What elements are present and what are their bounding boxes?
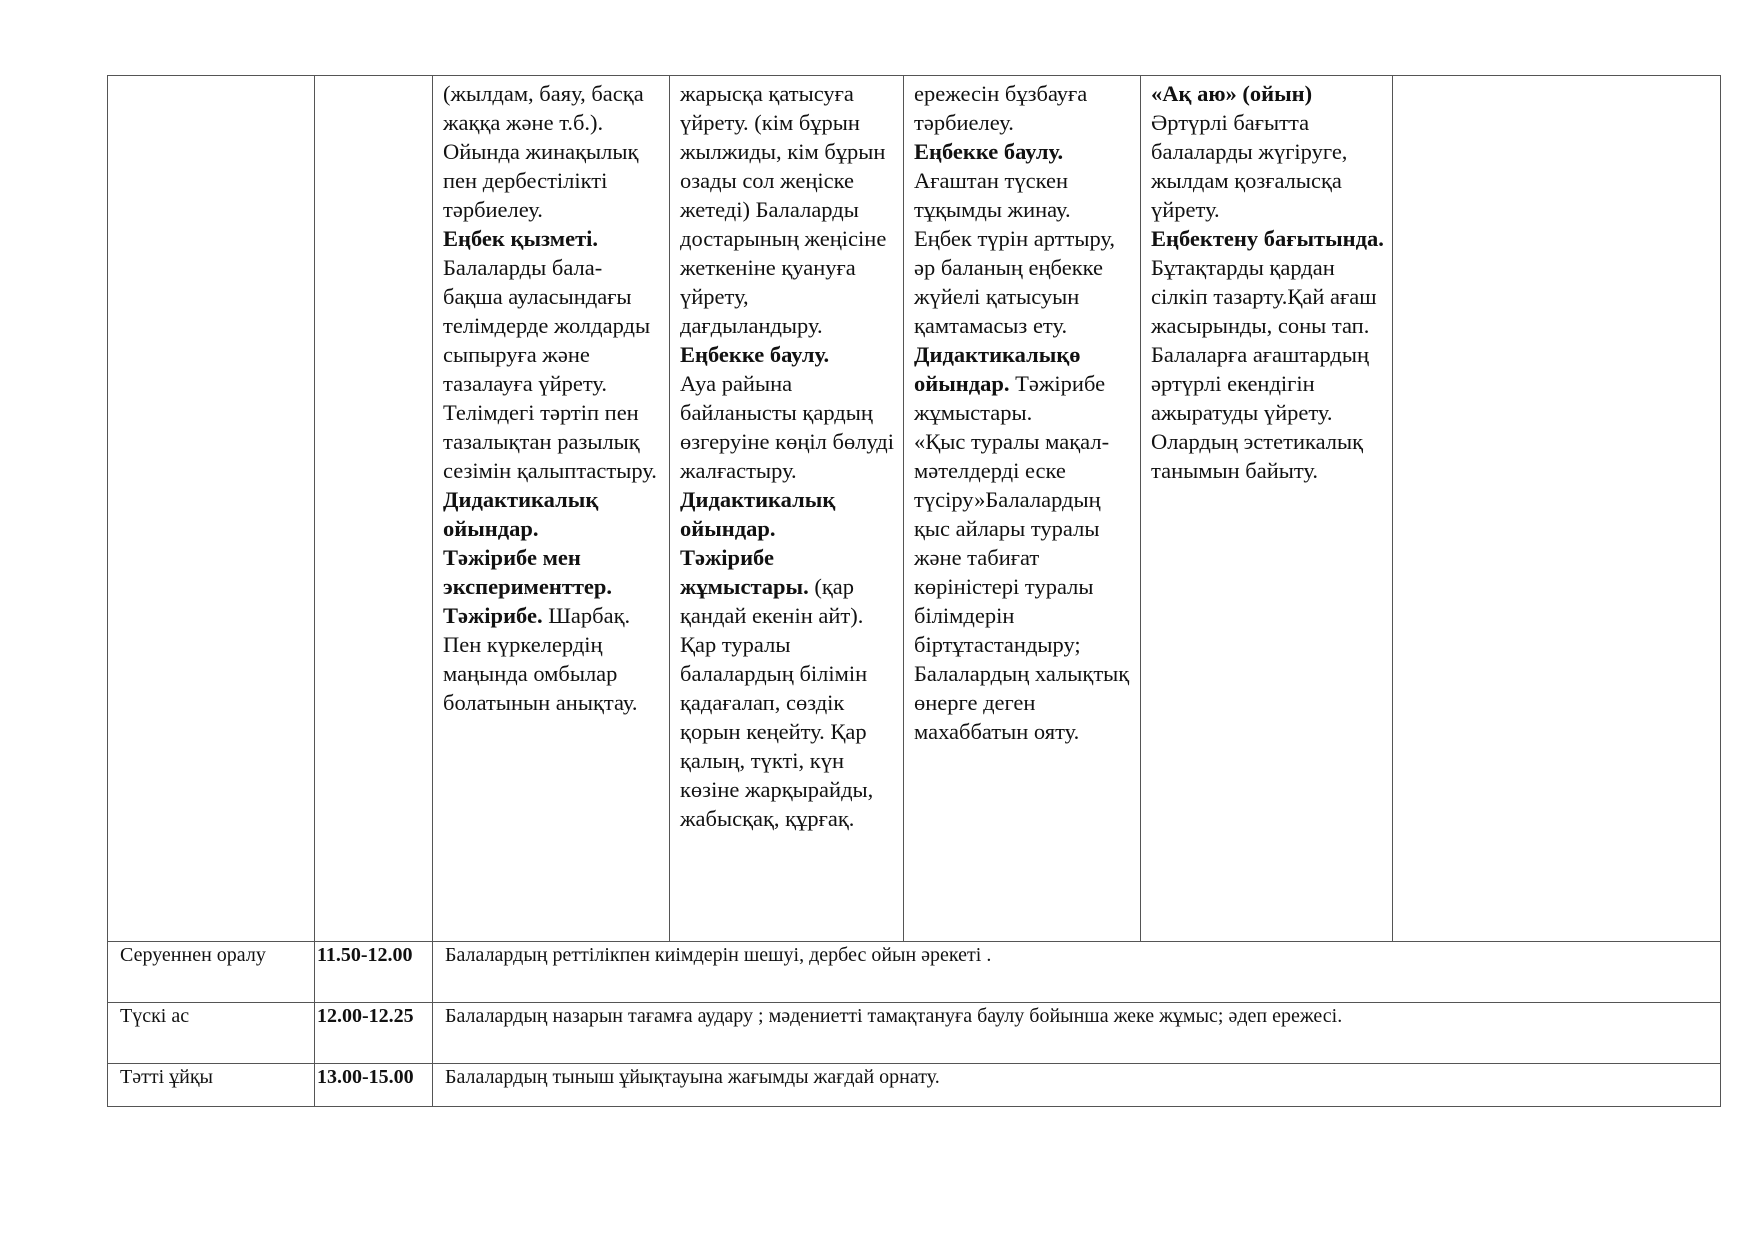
row-activity: Балалардың реттілікпен киімдерін шешуі, дербес ойын әрекеті .: [433, 942, 1721, 1003]
day-column-5: [1393, 76, 1721, 942]
daily-plan-table: [107, 75, 1721, 1107]
section-heading: [443, 543, 661, 601]
paragraph: ережесін бұзбауға тәрбиелеу.: [914, 81, 1088, 135]
section-heading: [680, 485, 895, 543]
section-heading: [443, 485, 661, 543]
section-heading: [680, 543, 895, 833]
day-column-2-text: [680, 79, 895, 833]
paragraph: Ағаштан түскен тұқымды жинау. Еңбек түрін арттыру, әр баланың еңбекке жүйелі қатысуын қамтамасыз ету.: [914, 168, 1116, 338]
section-heading: [443, 224, 661, 253]
day-column-1: [433, 76, 670, 942]
day-column-1-text: [443, 79, 661, 717]
section-heading: [1151, 224, 1384, 253]
bold-text: Дидактикалықө ойындар.: [914, 342, 1081, 396]
paragraph: жарысқа қатысуға үйрету. (кім бұрын жылжиды, кім бұрын озады сол жеңіске жетеді) Балаларды достарының жеңісіне жеткеніне қуануға үйрету, дағдыландыру.: [680, 81, 887, 338]
bold-text: Еңбек қызметі.: [443, 226, 598, 251]
bold-text: Тәжірибе.: [443, 603, 543, 628]
bold-text: Дидактикалық ойындар.: [443, 487, 599, 541]
lunch-row: [108, 1003, 1721, 1064]
paragraph-tail: (қар қандай екенін айт). Қар туралы балалардың білімін қадағалап, сөздік қорын кеңейту. Қар қалың, түкті, күн көзіне жарқырайды, жабысқақ, құрғақ.: [680, 574, 874, 831]
return-from-walk-row: [108, 942, 1721, 1003]
row-label: Тәтті ұйқы: [108, 1064, 315, 1107]
section-heading: [680, 340, 895, 369]
bold-text: «Ақ аю» (ойын): [1151, 81, 1313, 106]
paragraph: Әртүрлі бағытта балаларды жүгіруге, жылдам қозғалысқа үйрету.: [1151, 110, 1348, 222]
row-label: Түскі ас: [108, 1003, 315, 1064]
day-column-4: [1141, 76, 1393, 942]
empty-time-cell: [315, 76, 433, 942]
row-activity: Балалардың назарын тағамға аудару ; мәдениетті тамақтануға баулу бойынша жеке жұмыс; әдеп ережесі.: [433, 1003, 1721, 1064]
day-column-3-text: [914, 79, 1132, 746]
row-time: 11.50-12.00: [315, 942, 433, 1003]
section-heading: [914, 137, 1132, 166]
paragraph: Бұтақтарды қардан сілкіп тазарту.Қай ағаш жасырынды, соны тап. Балаларға ағаштардың әртүрлі екендігін ажыратуды үйрету. Олардың эстетикалық танымын байыту.: [1151, 255, 1377, 483]
empty-label-cell: [108, 76, 315, 942]
paragraph: Ауа райына байланысты қардың өзгеруіне көңіл бөлуді жалғастыру.: [680, 371, 894, 483]
row-time: 13.00-15.00: [315, 1064, 433, 1107]
bold-text: Еңбекке баулу.: [680, 342, 830, 367]
nap-row: [108, 1064, 1721, 1107]
section-heading: [443, 601, 661, 717]
paragraph-tail: Шарбақ. Пен күркелердің маңында омбылар болатынын анықтау.: [443, 603, 638, 715]
day-column-2: [670, 76, 904, 942]
section-heading: [914, 340, 1132, 427]
row-time: 12.00-12.25: [315, 1003, 433, 1064]
paragraph: Балаларды бала-бақша ауласындағы телімдерде жолдарды сыпыруға және тазалауға үйрету. Телімдегі тәртіп пен тазалықтан разылық сезімін қалыптастыру.: [443, 255, 657, 483]
walk-activities-row: [108, 76, 1721, 942]
paragraph: «Қыс туралы мақал-мәтелдерді еске түсіру»Балалардың қыс айлары туралы және табиғат көріністері туралы білімдерін біртұтастандыру; Балалардың халықтық өнерге деген махаббатын ояту.: [914, 429, 1130, 744]
section-heading: [1151, 79, 1384, 108]
bold-text: Еңбекке баулу.: [914, 139, 1064, 164]
row-label: Серуеннен оралу: [108, 942, 315, 1003]
bold-text: Тәжірибе жұмыстары.: [680, 545, 809, 599]
paragraph: (жылдам, баяу, басқа жаққа және т.б.). Ойында жинақылық пен дербестілікті тәрбиелеу.: [443, 81, 644, 222]
day-column-4-text: [1151, 79, 1384, 485]
paragraph-tail: Тәжірибе жұмыстары.: [914, 371, 1106, 425]
day-column-3: [904, 76, 1141, 942]
bold-text: Тәжірибе мен эксперименттер.: [443, 545, 613, 599]
bold-text: Дидактикалық ойындар.: [680, 487, 836, 541]
row-activity: Балалардың тыныш ұйықтауына жағымды жағдай орнату.: [433, 1064, 1721, 1107]
bold-text: Еңбектену бағытында.: [1151, 226, 1384, 251]
